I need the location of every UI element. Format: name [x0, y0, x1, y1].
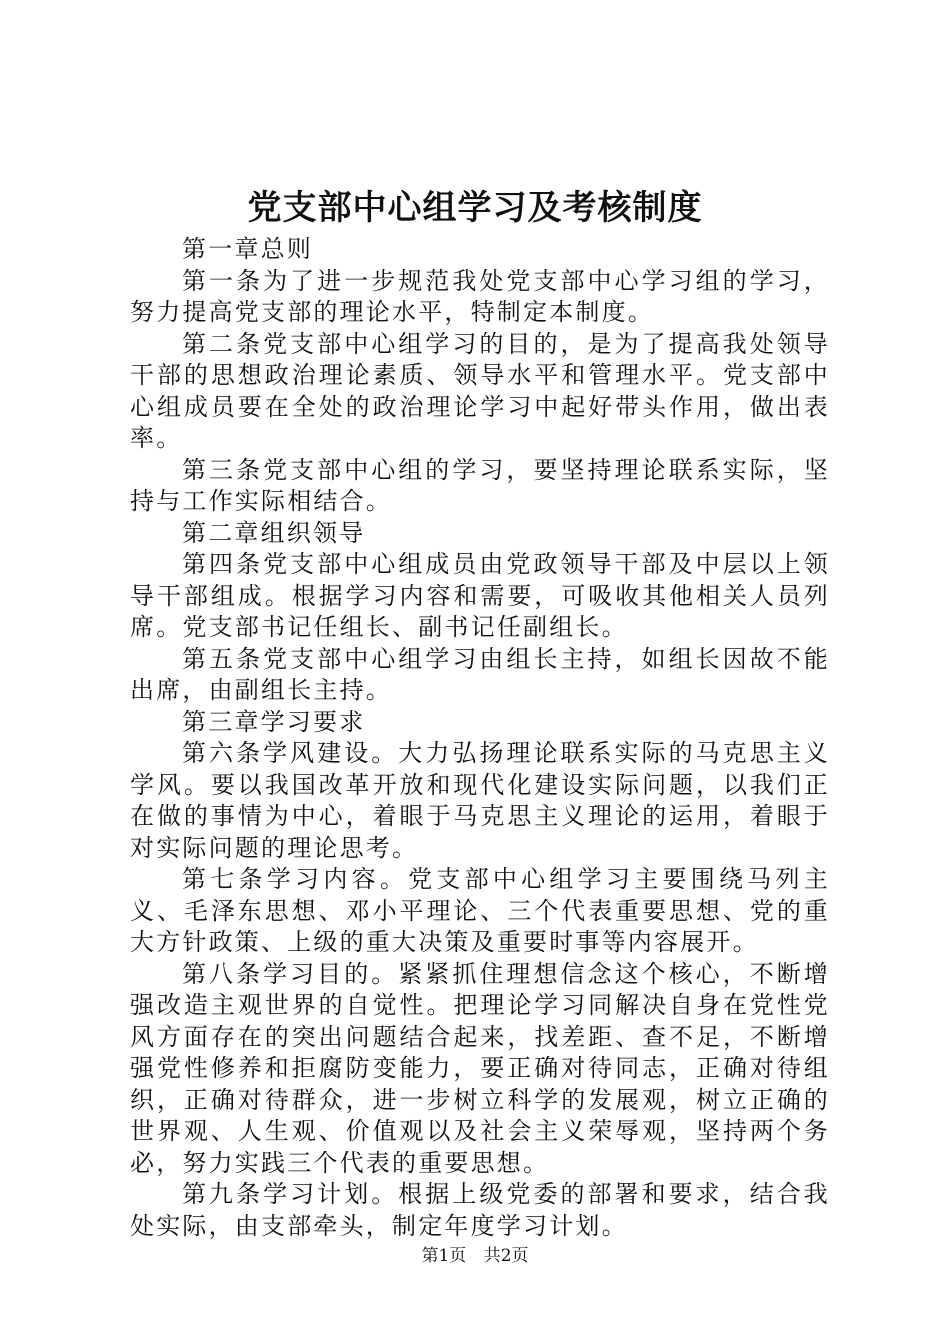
article-paragraph: 第四条党支部中心组成员由党政领导干部及中层以上领导干部组成。根据学习内容和需要，可吸收其他相关人员列席。党支部书记任组长、副书记任副组长。 — [130, 550, 830, 641]
article-paragraph: 第二条党支部中心组学习的目的，是为了提高我处领导干部的思想政治理论素质、领导水平和管理水平。党支部中心组成员要在全处的政治理论学习中起好带头作用，做出表率。 — [130, 329, 830, 452]
page-total: 共2页 — [483, 1246, 529, 1266]
document-title: 党支部中心组学习及考核制度 — [247, 188, 703, 228]
article-paragraph: 第七条学习内容。党支部中心组学习主要围绕马列主义、毛泽东思想、邓小平理论、三个代表重要思想、党的重大方针政策、上级的重大决策及重要时事等内容展开。 — [130, 865, 830, 956]
article-paragraph: 第三条党支部中心组的学习，要坚持理论联系实际，坚持与工作实际相结合。 — [130, 455, 830, 515]
chapter-heading: 第二章组织领导 — [182, 518, 366, 547]
chapter-heading: 第三章学习要求 — [182, 707, 366, 736]
article-paragraph: 第五条党支部中心组学习由组长主持，如组长因故不能出席，由副组长主持。 — [130, 644, 830, 704]
chapter-heading: 第一章总则 — [182, 235, 313, 263]
article-paragraph: 第八条学习目的。紧紧抓住理想信念这个核心，不断增强改造主观世界的自觉性。把理论学习同解决自身在党性党风方面存在的突出问题结合起来，找差距、查不足，不断增强党性修养和拒腐防变能力，要正确对待同志，正确对待组织，正确对待群众，进一步树立科学的发展观，树立正确的世界观、人生观、价值观以及社会主义荣辱观，坚持两个务必，努力实践三个代表的重要思想。 — [130, 959, 830, 1177]
article-paragraph: 第九条学习计划。根据上级党委的部署和要求，结合我处实际，由支部牵头，制定年度学习计划。 — [130, 1180, 830, 1240]
article-paragraph: 第六条学风建设。大力弘扬理论联系实际的马克思主义学风。要以我国改革开放和现代化建设实际问题，以我们正在做的事情为中心，着眼于马克思主义理论的运用，着眼于对实际问题的理论思考。 — [130, 739, 830, 862]
article-paragraph: 第一条为了进一步规范我处党支部中心学习组的学习，努力提高党支部的理论水平，特制定本制度。 — [130, 266, 830, 326]
page-number: 第1页 — [421, 1246, 467, 1266]
document-body — [130, 234, 830, 1242]
page-footer — [0, 1245, 950, 1267]
